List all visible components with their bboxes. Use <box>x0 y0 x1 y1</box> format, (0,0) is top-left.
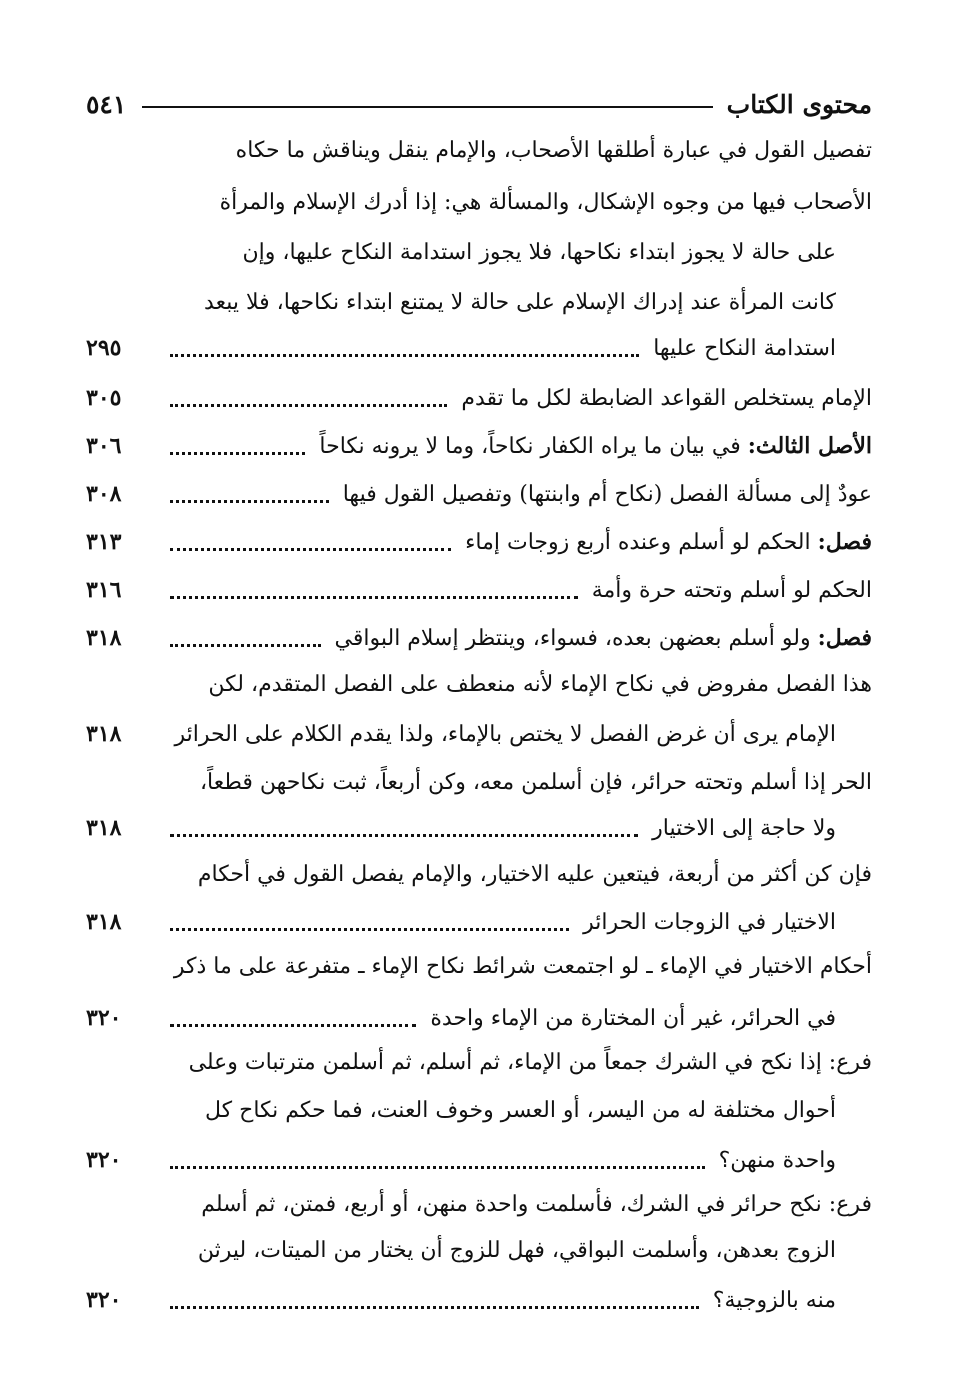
toc-entry-text: استدامة النكاح عليها <box>653 335 836 361</box>
toc-text-line: كانت المرأة عند إدراك الإسلام على حالة لا يمتنع ابتداء نكاحها، فلا يبعد <box>204 290 836 315</box>
toc-entry <box>86 522 872 562</box>
leader-dots <box>170 354 639 357</box>
toc-page-number: ٣١٨ <box>86 909 122 935</box>
leader-dots <box>170 500 329 503</box>
toc-text-line: الأصحاب فيها من وجوه الإشكال، والمسألة هي: إذا أدرك الإسلام والمرأة <box>219 190 872 215</box>
leader-dots <box>170 404 447 407</box>
toc-page-number: ٣٢٠ <box>86 1287 122 1313</box>
page-header <box>86 84 872 124</box>
toc-entry-text: منه بالزوجية؟ <box>712 1287 836 1313</box>
toc-text-line: فرع: إذا نكح في الشرك جمعاً من الإماء، ثم أسلم، ثم أسلمن مترتبات وعلى <box>188 1050 872 1075</box>
leader-dots <box>170 548 451 551</box>
toc-page-number: ٣١٨ <box>86 815 122 841</box>
running-title: محتوى الكتاب <box>726 89 872 119</box>
toc-entry <box>86 328 872 368</box>
toc-text-line: على حالة لا يجوز ابتداء نكاحها، فلا يجوز استدامة النكاح عليها، وإن <box>242 240 836 265</box>
toc-page-number: ٣١٨ <box>86 721 122 747</box>
toc-entry <box>86 474 872 514</box>
entry-lead: فصل: <box>817 625 872 651</box>
leader-dots <box>170 452 305 455</box>
toc-page-number: ٢٩٥ <box>86 335 122 361</box>
toc-text-line: هذا الفصل مفروض في نكاح الإماء لأنه منعطف على الفصل المتقدم، لكن <box>208 672 872 697</box>
leader-dots <box>170 1024 416 1027</box>
toc-entry-text: الإمام يرى أن غرض الفصل لا يختص بالإماء، ولذا يقدم الكلام على الحرائر <box>174 721 836 747</box>
toc-entry-text: الاختيار في الزوجات الحرائر <box>583 909 836 935</box>
page-number: ٥٤١ <box>86 89 127 119</box>
toc-entry <box>86 998 872 1038</box>
toc-entry-text: ولا حاجة إلى الاختيار <box>652 815 836 841</box>
toc-entry-text <box>325 625 872 651</box>
leader-dots <box>170 596 578 599</box>
toc-page-number: ٣٠٨ <box>86 481 122 507</box>
toc-entry-text <box>455 529 872 555</box>
toc-entry <box>86 570 872 610</box>
leader-dots <box>170 644 321 647</box>
entry-body: ولو أسلم بعضهن بعده، فسواء، وينتظر إسلام البواقي <box>334 626 811 651</box>
toc-page-number: ٣١٨ <box>86 625 122 651</box>
toc-entry <box>86 1140 872 1180</box>
toc-entry <box>86 426 872 466</box>
toc-text-line: الحر إذا أسلم وتحته حرائر، فإن أسلمن معه، وكن أربعاً، ثبت نكاحهن قطعاً، <box>199 770 872 795</box>
toc-entry <box>86 378 872 418</box>
toc-entry <box>86 714 872 754</box>
toc-text-line: فإن كن أكثر من أربعة، فيتعين عليه الاختيار، والإمام يفصل القول في أحكام <box>197 862 872 887</box>
toc-page-number: ٣١٦ <box>86 577 122 603</box>
toc-entry <box>86 618 872 658</box>
leader-dots <box>170 834 638 837</box>
leader-dots <box>170 928 569 931</box>
toc-entry-text: واحدة منهن؟ <box>718 1147 836 1173</box>
toc-entry-text: في الحرائر، غير أن المختارة من الإماء واحدة <box>430 1005 836 1031</box>
toc-page-number: ٣٢٠ <box>86 1147 122 1173</box>
toc-text-line: فرع: نكح حرائر في الشرك، فأسلمت واحدة منهن، أو أربع، فمتن، ثم أسلم <box>201 1192 872 1217</box>
toc-entry-text: الإمام يستخلص القواعد الضابطة لكل ما تقدم <box>461 385 872 411</box>
entry-lead: الأصل الثالث: <box>747 433 872 459</box>
toc-entry-text: عودٌ إلى مسألة الفصل (نكاح أم وابنتها) وتفصيل القول فيها <box>342 481 872 507</box>
header-rule <box>142 106 712 108</box>
leader-dots <box>170 1306 699 1309</box>
entry-lead: فصل: <box>817 529 872 555</box>
toc-entry <box>86 902 872 942</box>
toc-entry-text: الحكم لو أسلم وتحته حرة وأمة <box>591 577 872 603</box>
toc-page-number: ٣٠٦ <box>86 433 122 459</box>
entry-body: في بيان ما يراه الكفار نكاحاً، وما لا يرونه نكاحاً <box>319 434 741 459</box>
toc-text-line: تفصيل القول في عبارة أطلقها الأصحاب، والإمام ينقل ويناقش ما حكاه <box>235 138 872 163</box>
entry-body: الحكم لو أسلم وعنده أربع زوجات إماء <box>465 530 811 555</box>
toc-entry <box>86 808 872 848</box>
toc-page-number: ٣٢٠ <box>86 1005 122 1031</box>
toc-page-number: ٣١٣ <box>86 529 122 555</box>
leader-dots <box>170 1166 705 1169</box>
toc-entry <box>86 1280 872 1320</box>
toc-text-line: أحوال مختلفة له من اليسر، أو العسر وخوف العنت، فما حكم نكاح كل <box>204 1098 836 1123</box>
toc-entry-text <box>309 433 872 459</box>
toc-text-line: الزوج بعدهن، وأسلمت البواقي، فهل للزوج أن يختار من الميتات، ليرثن <box>197 1238 836 1263</box>
toc-text-line: أحكام الاختيار في الإماء ـ لو اجتمعت شرائط نكاح الإماء ـ متفرعة على ما ذكر <box>173 954 872 979</box>
toc-page-number: ٣٠٥ <box>86 385 122 411</box>
